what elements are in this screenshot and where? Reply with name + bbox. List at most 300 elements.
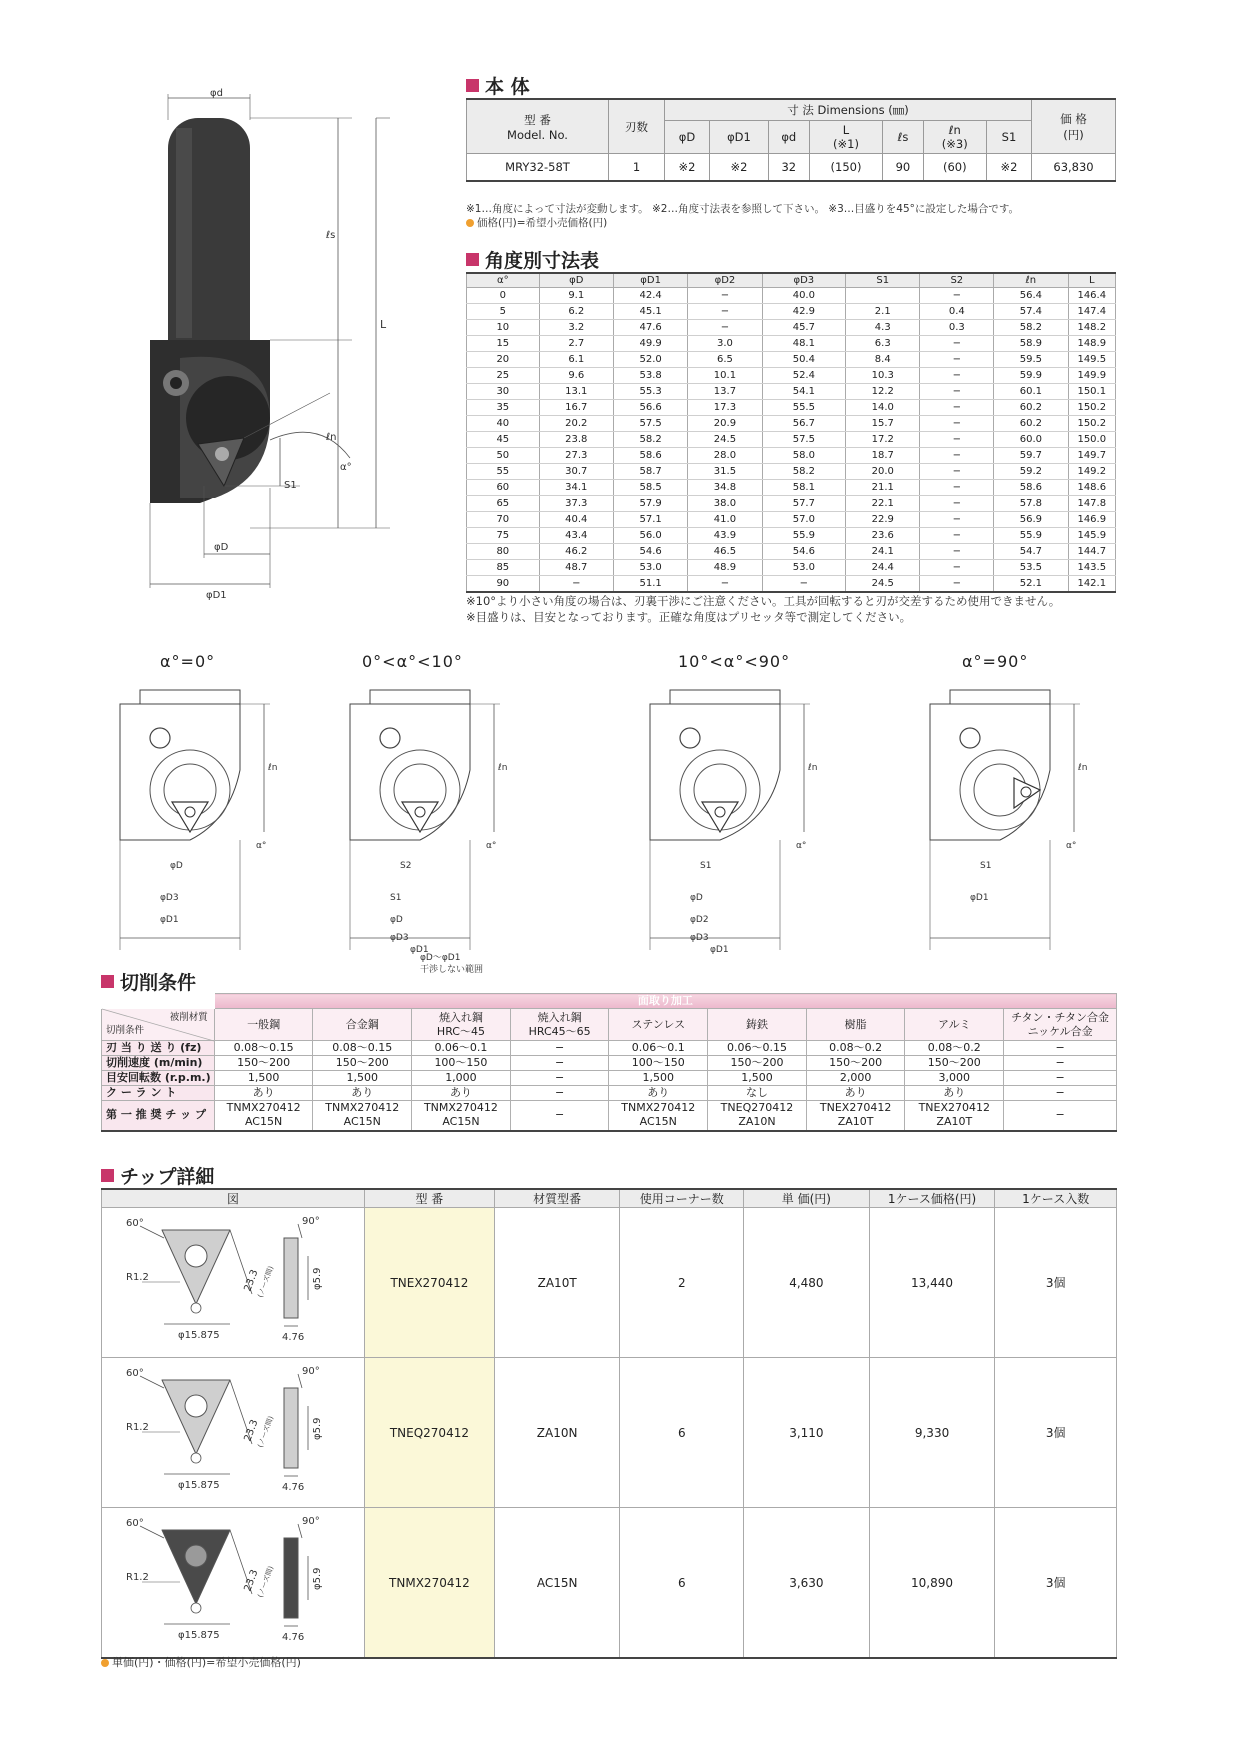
- diagram-label: φD3: [160, 893, 179, 903]
- table-row: [467, 303, 1116, 319]
- table-row: [467, 367, 1116, 383]
- table-row: [467, 495, 1116, 511]
- length-note-label: (ノーズ間): [256, 1265, 276, 1299]
- table-cell: 43.4: [539, 527, 613, 543]
- bullet-dot-icon: [466, 219, 474, 227]
- table-cell: 1,500: [214, 1071, 313, 1086]
- table-cell: 57.0: [762, 511, 846, 527]
- chip-corners: 2: [620, 1208, 744, 1358]
- table-cell: 54.1: [762, 383, 846, 399]
- angle-col-header: L: [1068, 273, 1115, 287]
- table-cell: 6.5: [688, 351, 762, 367]
- cutting-section-title: 切削条件: [101, 968, 196, 995]
- label-L: L: [380, 318, 387, 331]
- table-cell: 31.5: [688, 463, 762, 479]
- diagram-label: φD1: [710, 945, 729, 955]
- material-header: ステンレス: [609, 1009, 708, 1041]
- table-cell: 23.8: [539, 431, 613, 447]
- table-cell: 45: [467, 431, 540, 447]
- table-cell: 20.0: [846, 463, 920, 479]
- table-cell: 48.7: [539, 559, 613, 575]
- table-row: [102, 1086, 1117, 1101]
- diagram-label: ℓn: [268, 763, 278, 773]
- table-cell: なし: [708, 1086, 807, 1101]
- table-cell: 57.7: [762, 495, 846, 511]
- chip-figure: [102, 1508, 364, 1654]
- table-cell: あり: [609, 1086, 708, 1101]
- table-cell: 58.5: [613, 479, 687, 495]
- table-cell: 150.2: [1068, 399, 1115, 415]
- table-cell: 52.4: [762, 367, 846, 383]
- table-cell: 55.3: [613, 383, 687, 399]
- insert-side-view: [284, 1388, 298, 1468]
- diagram-label: φD: [390, 915, 403, 925]
- chip-section-title: チップ詳細: [101, 1162, 214, 1189]
- table-cell: 150〜200: [313, 1056, 412, 1071]
- material-header: 合金鋼: [313, 1009, 412, 1041]
- table-row: [467, 527, 1116, 543]
- radius-label: R1.2: [126, 1272, 149, 1283]
- table-cell: 0.08〜0.15: [313, 1041, 412, 1056]
- insert-nose: [191, 1453, 201, 1463]
- table-cell: 45.7: [762, 319, 846, 335]
- body-note-2: 価格(円)=希望小売価格(円): [466, 216, 607, 230]
- table-cell: 12.2: [846, 383, 920, 399]
- table-cell: −: [688, 303, 762, 319]
- table-cell: 56.7: [762, 415, 846, 431]
- diagram-label: α°: [1066, 841, 1077, 851]
- angle-note-2: ※目盛りは、目安となっております。正確な角度はプリセッタ等で測定してください。: [466, 610, 912, 624]
- table-cell: 58.7: [613, 463, 687, 479]
- table-cell: −: [1004, 1086, 1117, 1101]
- angle-col-header: α°: [467, 273, 540, 287]
- diagram-label: ℓn: [498, 763, 508, 773]
- table-cell: 147.4: [1068, 303, 1115, 319]
- angle-col-header: φD3: [762, 273, 846, 287]
- table-cell: 15.7: [846, 415, 920, 431]
- diagram-label: ℓn: [1078, 763, 1088, 773]
- table-cell: 80: [467, 543, 540, 559]
- table-row: [467, 559, 1116, 575]
- table-cell: 144.7: [1068, 543, 1115, 559]
- table-cell: 57.9: [613, 495, 687, 511]
- table-cell: 52.0: [613, 351, 687, 367]
- table-cell: 59.2: [994, 463, 1068, 479]
- table-row: [102, 1101, 1117, 1131]
- table-row: [467, 543, 1116, 559]
- diagram-label: φD2: [690, 915, 709, 925]
- table-cell: 58.2: [613, 431, 687, 447]
- cutting-table: 面取り加工 被削材質 切削条件 一般鋼 合金鋼 焼入れ鋼 HRC〜45 焼入れ鋼 HRC45〜65 ステンレス 鋳鉄 樹脂 アルミ チタン・チタン合金 ニッケル合金 刃 当 り 送 り (fz) 0.08〜0.15 0.08〜0.15 0.06〜0.1 − 0.06〜0.1 0.06〜0.15 0.08〜0.2 0.08〜0.2 − 切削速度 (m/min) 150〜200 150〜200 100〜150 − 100〜150 150〜200 150〜200 150〜200 − 目安回転数 (r.p.m.) 1,500 1,500 1,000 − 1,500 1,500 2,000 3,000 − ク ー ラ ン ト あり あり あり − あり なし あり あり − 第 一 推 奨 チ ッ プ TNMX270412 AC15N TNMX270412 AC15N TNMX270412 AC15N − TNMX270412 AC15N TNEQ270412 ZA10N TNEX270412 ZA10T TNEX270412 ZA10T −: [101, 993, 1117, 1132]
- table-cell: 13.1: [539, 383, 613, 399]
- table-cell: 0.06〜0.1: [412, 1041, 511, 1056]
- angle-table: [466, 272, 1116, 593]
- table-cell: あり: [806, 1086, 905, 1101]
- chip-figure-cell: [102, 1358, 365, 1508]
- table-cell: 14.0: [846, 399, 920, 415]
- body-note-1: ※1…角度によって寸法が変動します。 ※2…角度寸法表を参照して下さい。 ※3…目盛りを45°に設定した場合です。: [466, 203, 1020, 215]
- table-cell: 54.6: [613, 543, 687, 559]
- material-header: 一般鋼: [214, 1009, 313, 1041]
- thickness-label: 4.76: [282, 1332, 305, 1343]
- table-cell: −: [920, 527, 994, 543]
- table-cell: 0.4: [920, 303, 994, 319]
- insert-nose: [191, 1303, 201, 1313]
- material-header: 鋳鉄: [708, 1009, 807, 1041]
- table-cell: [846, 287, 920, 303]
- table-cell: 13.7: [688, 383, 762, 399]
- table-cell: −: [920, 399, 994, 415]
- label-S1: S1: [284, 480, 297, 491]
- table-cell: 35: [467, 399, 540, 415]
- table-cell: −: [920, 559, 994, 575]
- table-row: [102, 1508, 1117, 1659]
- table-cell: 6.3: [846, 335, 920, 351]
- table-cell: 6.1: [539, 351, 613, 367]
- table-cell: 22.1: [846, 495, 920, 511]
- chip-case-qty: 3個: [995, 1208, 1117, 1358]
- table-cell: 30.7: [539, 463, 613, 479]
- diagram-label: ℓn: [808, 763, 818, 773]
- table-cell: 53.8: [613, 367, 687, 383]
- insert-hole: [185, 1545, 207, 1567]
- table-cell: −: [688, 319, 762, 335]
- table-cell: 149.7: [1068, 447, 1115, 463]
- table-cell: 85: [467, 559, 540, 575]
- table-cell: 147.8: [1068, 495, 1115, 511]
- chip-figure: [102, 1208, 364, 1354]
- table-cell: −: [920, 351, 994, 367]
- body-spec-table: 型 番 Model. No. 刃数 寸 法 Dimensions (㎜) 価 格 (円) φD φD1 φd L (※1) ℓs ℓn (※3) S1 MRY32-58T 1 ※2 ※2 32 (150) 90 (60) ※2 63,830: [466, 98, 1116, 182]
- condition-label: 目安回転数 (r.p.m.): [102, 1071, 215, 1086]
- chip-figure-cell: [102, 1208, 365, 1358]
- table-cell: 42.9: [762, 303, 846, 319]
- table-cell: 43.9: [688, 527, 762, 543]
- chip-model: TNEQ270412: [365, 1358, 495, 1508]
- table-row: [467, 319, 1116, 335]
- table-cell: 20.9: [688, 415, 762, 431]
- table-cell: 145.9: [1068, 527, 1115, 543]
- diagram-title-1: α°=0°: [160, 652, 216, 671]
- table-cell: あり: [214, 1086, 313, 1101]
- bullet-dot-icon: [101, 1659, 109, 1667]
- chip-case-price: 13,440: [869, 1208, 995, 1358]
- chip-table: [101, 1188, 1117, 1659]
- chip-model: TNEX270412: [365, 1208, 495, 1358]
- label-ls: ℓs: [326, 230, 336, 241]
- table-cell: 53.0: [613, 559, 687, 575]
- table-cell: −: [920, 383, 994, 399]
- table-row: [467, 479, 1116, 495]
- table-cell: 70: [467, 511, 540, 527]
- table-cell: TNMX270412 AC15N: [609, 1101, 708, 1131]
- chip-corners: 6: [620, 1358, 744, 1508]
- chip-grade: ZA10T: [494, 1208, 620, 1358]
- table-cell: あり: [905, 1086, 1004, 1101]
- table-row: [102, 1056, 1117, 1071]
- chip-col-header: 図: [102, 1189, 365, 1208]
- insert-side-view: [284, 1238, 298, 1318]
- table-cell: 60.2: [994, 415, 1068, 431]
- table-row: [467, 511, 1116, 527]
- table-cell: −: [510, 1056, 609, 1071]
- table-row: [467, 575, 1116, 592]
- material-header: 焼入れ鋼 HRC〜45: [412, 1009, 511, 1041]
- table-cell: 45.1: [613, 303, 687, 319]
- table-cell: −: [1004, 1101, 1117, 1131]
- table-cell: 58.2: [762, 463, 846, 479]
- table-cell: 2,000: [806, 1071, 905, 1086]
- angle-label: 60°: [126, 1368, 144, 1379]
- chip-figure-cell: [102, 1508, 365, 1659]
- table-cell: 146.9: [1068, 511, 1115, 527]
- table-cell: −: [920, 415, 994, 431]
- table-cell: 55.9: [994, 527, 1068, 543]
- table-cell: 58.2: [994, 319, 1068, 335]
- angle-diagrams: [120, 690, 1120, 975]
- chip-col-header: 1ケース入数: [995, 1189, 1117, 1208]
- angle-diagram: [120, 690, 277, 950]
- chip-case-qty: 3個: [995, 1508, 1117, 1659]
- table-cell: 9.1: [539, 287, 613, 303]
- table-cell: 3,000: [905, 1071, 1004, 1086]
- table-cell: 37.3: [539, 495, 613, 511]
- table-cell: 2.7: [539, 335, 613, 351]
- table-cell: 40.4: [539, 511, 613, 527]
- table-cell: 51.1: [613, 575, 687, 592]
- table-cell: 27.3: [539, 447, 613, 463]
- diameter-label: φ15.875: [178, 1630, 220, 1641]
- angle90-label: 90°: [302, 1516, 320, 1527]
- table-row: MRY32-58T 1 ※2 ※2 32 (150) 90 (60) ※2 63,830: [467, 154, 1116, 182]
- table-cell: 50: [467, 447, 540, 463]
- table-cell: 60.0: [994, 431, 1068, 447]
- table-cell: 49.9: [613, 335, 687, 351]
- chip-col-header: 型 番: [365, 1189, 495, 1208]
- table-row: [102, 1358, 1117, 1508]
- radius-label: R1.2: [126, 1422, 149, 1433]
- table-cell: −: [510, 1101, 609, 1131]
- chip-corners: 6: [620, 1508, 744, 1659]
- table-cell: 75: [467, 527, 540, 543]
- diagram-title-3: 10°<α°<90°: [678, 652, 791, 671]
- insert-shape: [1014, 778, 1040, 808]
- length-label: 23.3: [242, 1268, 261, 1294]
- table-cell: あり: [412, 1086, 511, 1101]
- table-cell: −: [920, 511, 994, 527]
- table-cell: 150.0: [1068, 431, 1115, 447]
- angle-col-header: ℓn: [994, 273, 1068, 287]
- table-cell: 34.1: [539, 479, 613, 495]
- table-cell: 10.1: [688, 367, 762, 383]
- table-cell: −: [510, 1071, 609, 1086]
- table-cell: −: [920, 367, 994, 383]
- table-cell: −: [510, 1086, 609, 1101]
- angle-label: 60°: [126, 1518, 144, 1529]
- table-cell: 22.9: [846, 511, 920, 527]
- table-cell: 34.8: [688, 479, 762, 495]
- table-cell: 0.08〜0.2: [905, 1041, 1004, 1056]
- table-cell: 18.7: [846, 447, 920, 463]
- body-section-title: 本 体: [466, 72, 530, 99]
- table-cell: あり: [313, 1086, 412, 1101]
- table-cell: 100〜150: [412, 1056, 511, 1071]
- table-cell: 148.2: [1068, 319, 1115, 335]
- table-cell: 21.1: [846, 479, 920, 495]
- table-row: [467, 415, 1116, 431]
- diagram-label: α°: [486, 841, 497, 851]
- table-cell: 2.1: [846, 303, 920, 319]
- insert-side-view: [284, 1538, 298, 1618]
- table-cell: 148.9: [1068, 335, 1115, 351]
- table-cell: 60.1: [994, 383, 1068, 399]
- table-cell: −: [920, 575, 994, 592]
- condition-label: 切削速度 (m/min): [102, 1056, 215, 1071]
- angle-col-header: S2: [920, 273, 994, 287]
- table-cell: 150.1: [1068, 383, 1115, 399]
- diagram-title-4: α°=90°: [962, 652, 1029, 671]
- angle90-label: 90°: [302, 1216, 320, 1227]
- table-cell: 150〜200: [708, 1056, 807, 1071]
- length-label: 23.3: [242, 1568, 261, 1594]
- chip-model: TNMX270412: [365, 1508, 495, 1659]
- table-cell: 41.0: [688, 511, 762, 527]
- table-cell: 57.5: [762, 431, 846, 447]
- diagram-label: φD3: [390, 933, 409, 943]
- table-cell: 0.08〜0.2: [806, 1041, 905, 1056]
- table-cell: 58.1: [762, 479, 846, 495]
- diagram-label: φD: [170, 861, 183, 871]
- table-cell: 56.9: [994, 511, 1068, 527]
- table-cell: 56.4: [994, 287, 1068, 303]
- diagram-label: φD3: [690, 933, 709, 943]
- table-cell: 15: [467, 335, 540, 351]
- table-cell: 143.5: [1068, 559, 1115, 575]
- angle-col-header: φD2: [688, 273, 762, 287]
- angle-col-header: φD1: [613, 273, 687, 287]
- diagram-label: S1: [390, 893, 402, 903]
- table-cell: −: [920, 447, 994, 463]
- table-cell: 59.5: [994, 351, 1068, 367]
- chip-footnote: 単価(円)・価格(円)=希望小売価格(円): [101, 1656, 301, 1670]
- table-cell: −: [1004, 1041, 1117, 1056]
- table-cell: 150〜200: [806, 1056, 905, 1071]
- table-cell: TNEX270412 ZA10T: [905, 1101, 1004, 1131]
- table-cell: 56.6: [613, 399, 687, 415]
- table-cell: 56.0: [613, 527, 687, 543]
- table-cell: TNMX270412 AC15N: [214, 1101, 313, 1131]
- table-cell: −: [920, 431, 994, 447]
- chip-col-header: 1ケース価格(円): [869, 1189, 995, 1208]
- diagram-label: φD1: [410, 945, 429, 955]
- table-row: [467, 399, 1116, 415]
- diagram-label: φD1: [160, 915, 179, 925]
- table-cell: 57.5: [613, 415, 687, 431]
- angle-label: 60°: [126, 1218, 144, 1229]
- condition-label: ク ー ラ ン ト: [102, 1086, 215, 1101]
- table-cell: 24.5: [846, 575, 920, 592]
- label-d: φd: [210, 88, 223, 99]
- chip-unit-price: 3,630: [744, 1508, 870, 1659]
- table-cell: 17.2: [846, 431, 920, 447]
- table-cell: 57.8: [994, 495, 1068, 511]
- chip-grade: ZA10N: [494, 1358, 620, 1508]
- table-cell: 149.5: [1068, 351, 1115, 367]
- condition-label: 刃 当 り 送 り (fz): [102, 1041, 215, 1056]
- diagram-label: S1: [700, 861, 712, 871]
- table-cell: −: [920, 335, 994, 351]
- table-row: [467, 463, 1116, 479]
- table-cell: 48.9: [688, 559, 762, 575]
- table-cell: 0.08〜0.15: [214, 1041, 313, 1056]
- table-cell: 53.0: [762, 559, 846, 575]
- diagram-label: S2: [400, 861, 412, 871]
- table-cell: 25: [467, 367, 540, 383]
- length-note-label: (ノーズ間): [256, 1565, 276, 1599]
- table-cell: 42.4: [613, 287, 687, 303]
- table-cell: 150〜200: [214, 1056, 313, 1071]
- material-header: アルミ: [905, 1009, 1004, 1041]
- chip-col-header: 使用コーナー数: [620, 1189, 744, 1208]
- length-label: 23.3: [242, 1418, 261, 1444]
- table-cell: −: [1004, 1071, 1117, 1086]
- table-cell: 90: [467, 575, 540, 592]
- table-cell: 60.2: [994, 399, 1068, 415]
- table-cell: 150.2: [1068, 415, 1115, 431]
- table-row: [102, 1041, 1117, 1056]
- table-cell: 55.9: [762, 527, 846, 543]
- chip-case-qty: 3個: [995, 1358, 1117, 1508]
- chip-unit-price: 4,480: [744, 1208, 870, 1358]
- label-ln: ℓn: [326, 432, 337, 443]
- chip-col-header: 材質型番: [494, 1189, 620, 1208]
- table-row: [102, 1071, 1117, 1086]
- table-cell: 0.06〜0.15: [708, 1041, 807, 1056]
- table-cell: −: [920, 463, 994, 479]
- diagram-label: S1: [980, 861, 992, 871]
- table-cell: 0.3: [920, 319, 994, 335]
- length-note-label: (ノーズ間): [256, 1415, 276, 1449]
- table-cell: −: [920, 543, 994, 559]
- table-cell: −: [1004, 1056, 1117, 1071]
- label-D: φD: [214, 542, 229, 553]
- table-cell: 20: [467, 351, 540, 367]
- table-row: [467, 431, 1116, 447]
- angle90-label: 90°: [302, 1366, 320, 1377]
- diagram-label: φD: [690, 893, 703, 903]
- table-cell: 54.6: [762, 543, 846, 559]
- table-cell: 53.5: [994, 559, 1068, 575]
- condition-label: 第 一 推 奨 チ ッ プ: [102, 1101, 215, 1131]
- table-row: [467, 447, 1116, 463]
- hole-label: φ5.9: [312, 1267, 323, 1290]
- table-cell: 59.7: [994, 447, 1068, 463]
- table-cell: −: [510, 1041, 609, 1056]
- table-cell: 55: [467, 463, 540, 479]
- table-cell: 10.3: [846, 367, 920, 383]
- table-cell: TNEX270412 ZA10T: [806, 1101, 905, 1131]
- table-row: [467, 383, 1116, 399]
- tool-drawing: [120, 88, 460, 608]
- table-cell: 24.5: [688, 431, 762, 447]
- angle-note-1: ※10°より小さい角度の場合は、刃裏干渉にご注意ください。工具が回転すると刃が交差するため使用できません。: [466, 594, 1061, 608]
- diameter-label: φ15.875: [178, 1330, 220, 1341]
- chip-case-price: 9,330: [869, 1358, 995, 1508]
- hole-label: φ5.9: [312, 1417, 323, 1440]
- table-cell: 0: [467, 287, 540, 303]
- table-cell: 1,500: [708, 1071, 807, 1086]
- table-cell: 48.1: [762, 335, 846, 351]
